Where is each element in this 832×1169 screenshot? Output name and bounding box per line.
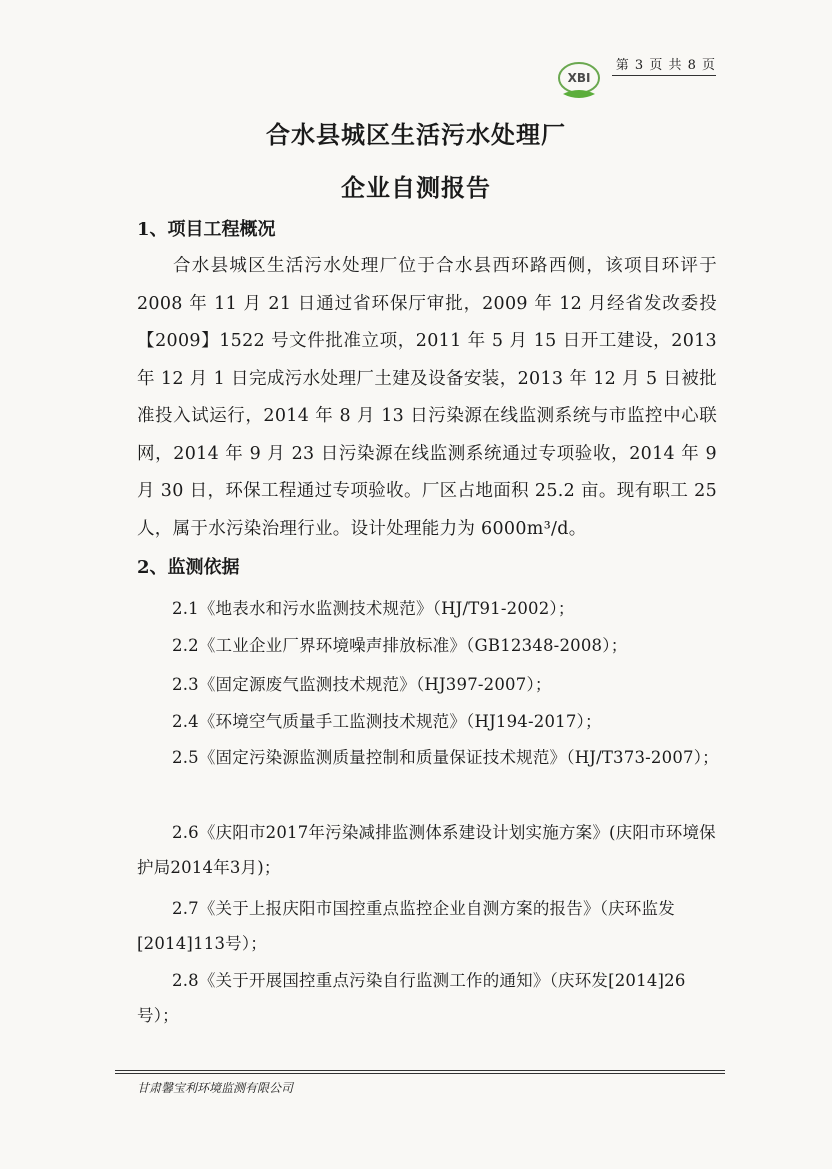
company-logo-icon bbox=[555, 58, 603, 102]
reference-item: 2.3《固定源废气监测技术规范》（HJ397-2007）； bbox=[172, 675, 552, 694]
reference-item: 2.5《固定污染源监测质量控制和质量保证技术规范》（HJ/T373-2007）； bbox=[172, 748, 719, 767]
svg-text:XBI: XBI bbox=[567, 71, 591, 85]
footer-divider bbox=[115, 1073, 725, 1074]
document-subtitle: 企业自测报告 bbox=[341, 173, 491, 202]
overview-text: 合水县城区生活污水处理厂位于合水县西环路西侧，该项目环评于 2008 年 11 月 21 日通过省环保厅审批，2009 年 12 月经省发改委投【2009】1522 号文件批准立项，2011 年 5 月 15 日开工建设，2013 年 12 月 1 日完成污水处理厂土建及设备安装，2013 年 12 月 5 日被批准投入试运行，2014 年 8 月 13 日污染源在线监测系统与市监控中心联网，2014 年 9 月 23 日污染源在线监测系统通过专项验收，2014 年 9 月 30 日，环保工程通过专项验收。厂区占地面积 25.2 亩。现有职工 25 人，属于水污染治理行业。设计处理能力为 6000m³/d。 bbox=[137, 256, 717, 539]
reference-item: 2.8《关于开展国控重点污染自行监测工作的通知》（庆环发[2014]26 号）； bbox=[137, 971, 686, 1025]
reference-item: 2.2《工业企业厂界环境噪声排放标准》（GB12348-2008）； bbox=[172, 636, 628, 655]
section-heading-basis: 2、监测依据 bbox=[137, 557, 240, 578]
reference-item: 2.4《环境空气质量手工监测技术规范》（HJ194-2017）； bbox=[172, 712, 602, 731]
reference-item: 2.1《地表水和污水监测技术规范》（HJ/T91-2002）； bbox=[172, 599, 575, 618]
document-title: 合水县城区生活污水处理厂 bbox=[266, 120, 566, 149]
reference-item: 2.6《庆阳市2017年污染减排监测体系建设计划实施方案》(庆阳市环境保护局2014年3月)； bbox=[137, 823, 716, 877]
reference-item: 2.7《关于上报庆阳市国控重点监控企业自测方案的报告》（庆环监发[2014]113号）； bbox=[137, 899, 675, 953]
overview-paragraph bbox=[137, 248, 717, 548]
footer-company: 甘肃馨宝利环境监测有限公司 bbox=[137, 1081, 294, 1095]
section-heading-overview: 1、项目工程概况 bbox=[137, 219, 276, 240]
page-number: 第 3 页 共 8 页 bbox=[612, 54, 716, 76]
footer-divider bbox=[115, 1070, 725, 1071]
